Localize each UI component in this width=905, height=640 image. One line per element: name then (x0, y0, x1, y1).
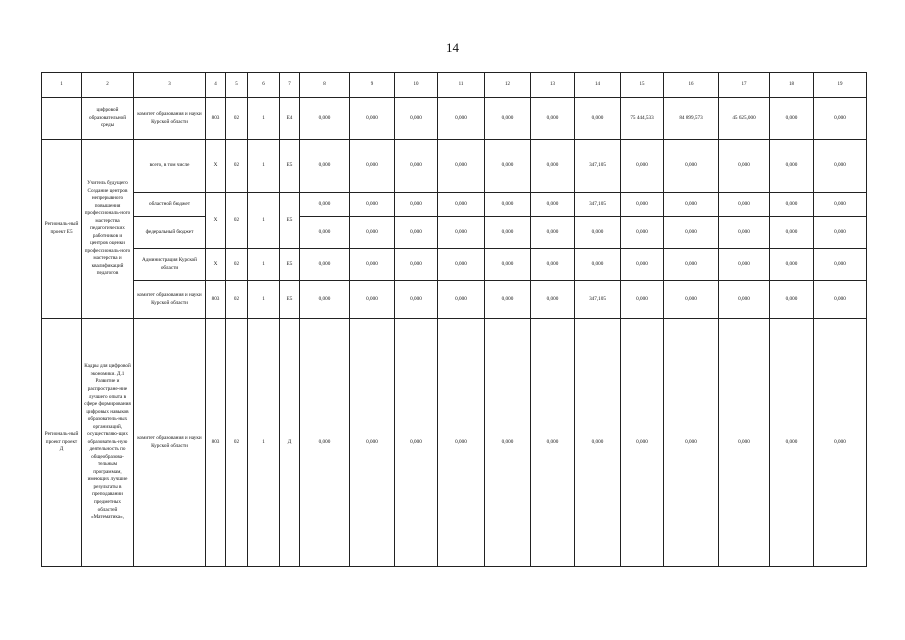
header-cell: 11 (438, 73, 485, 98)
code-cell: 02 (226, 98, 248, 140)
value-cell: 45 625,000 (719, 98, 770, 140)
value-cell: 0,000 (770, 217, 814, 249)
value-cell: 0,000 (575, 249, 621, 281)
budget-table (41, 72, 867, 567)
value-cell: 0,000 (621, 217, 664, 249)
header-cell: 1 (42, 73, 82, 98)
executor-cell: комитет образования и науки Курской области (134, 281, 206, 319)
value-cell: 347,105 (575, 193, 621, 217)
value-cell: 0,000 (621, 319, 664, 567)
value-cell: 84 899,573 (664, 98, 719, 140)
value-cell: 0,000 (719, 319, 770, 567)
table-row (42, 193, 867, 217)
value-cell: 75 444,533 (621, 98, 664, 140)
event-name-cell: Кадры для цифровой экономики. Д.1 Развитие и распростране-ние лучшего опыта в сфере формирования цифровых навыков образователь-ных организаций, осуществляю-щих образователь-ную деятельность по общеобразова-тельным программам, имеющих лучшие результаты в преподавании предметных областей «Математика», (82, 319, 134, 567)
value-cell: 0,000 (300, 193, 350, 217)
value-cell: 0,000 (438, 249, 485, 281)
code-cell: 803 (206, 319, 226, 567)
value-cell: 0,000 (300, 281, 350, 319)
code-cell: E4 (280, 98, 300, 140)
header-cell: 17 (719, 73, 770, 98)
value-cell: 0,000 (814, 217, 867, 249)
value-cell: 0,000 (770, 249, 814, 281)
value-cell: 0,000 (300, 98, 350, 140)
header-cell: 18 (770, 73, 814, 98)
value-cell: 0,000 (300, 217, 350, 249)
code-cell: 1 (248, 193, 280, 249)
value-cell: 0,000 (485, 281, 531, 319)
value-cell: 0,000 (664, 217, 719, 249)
value-cell: 0,000 (395, 98, 438, 140)
project-cell: Региональ-ный проект проект Д (42, 319, 82, 567)
table-row (42, 140, 867, 193)
code-cell: 02 (226, 193, 248, 249)
value-cell: 0,000 (575, 217, 621, 249)
code-cell: 1 (248, 249, 280, 281)
code-cell: 02 (226, 249, 248, 281)
header-row (42, 73, 867, 98)
value-cell: 0,000 (664, 249, 719, 281)
header-cell: 14 (575, 73, 621, 98)
project-cell (42, 98, 82, 140)
header-cell: 6 (248, 73, 280, 98)
code-cell: E5 (280, 249, 300, 281)
value-cell: 0,000 (664, 319, 719, 567)
value-cell: 0,000 (814, 319, 867, 567)
value-cell: 0,000 (621, 281, 664, 319)
value-cell: 0,000 (531, 193, 575, 217)
value-cell: 0,000 (300, 319, 350, 567)
value-cell: 0,000 (350, 217, 395, 249)
code-cell: 02 (226, 281, 248, 319)
value-cell: 0,000 (814, 98, 867, 140)
value-cell: 0,000 (438, 193, 485, 217)
value-cell: 0,000 (621, 249, 664, 281)
project-cell: Региональ-ный проект E5 (42, 140, 82, 319)
value-cell: 0,000 (395, 217, 438, 249)
value-cell: 0,000 (770, 140, 814, 193)
value-cell: 0,000 (664, 281, 719, 319)
value-cell: 0,000 (485, 193, 531, 217)
code-cell: E5 (280, 281, 300, 319)
value-cell: 0,000 (395, 140, 438, 193)
event-name-cell: Учитель будущего Создание центров непрерывного повышения профессиональ-ного мастерства педагогических работников и центров оценки профессиональ-ного мастерства и квалификаций педагогов (82, 140, 134, 319)
value-cell: 0,000 (350, 249, 395, 281)
value-cell: 0,000 (438, 140, 485, 193)
code-cell: E5 (280, 140, 300, 193)
value-cell: 0,000 (531, 140, 575, 193)
value-cell: 0,000 (300, 140, 350, 193)
header-cell: 13 (531, 73, 575, 98)
value-cell: 0,000 (664, 140, 719, 193)
value-cell: 0,000 (531, 319, 575, 567)
value-cell: 0,000 (770, 98, 814, 140)
table-row (42, 98, 867, 140)
value-cell: 0,000 (814, 249, 867, 281)
executor-cell: всего, в том числе (134, 140, 206, 193)
value-cell: 0,000 (485, 249, 531, 281)
value-cell: 0,000 (719, 249, 770, 281)
code-cell: E5 (280, 193, 300, 249)
value-cell: 0,000 (395, 281, 438, 319)
code-cell: X (206, 193, 226, 249)
value-cell: 0,000 (719, 281, 770, 319)
header-cell: 15 (621, 73, 664, 98)
executor-cell: комитет образования и науки Курской области (134, 98, 206, 140)
header-cell: 3 (134, 73, 206, 98)
event-name-cell: цифровой образовательной среды (82, 98, 134, 140)
value-cell: 347,105 (575, 140, 621, 193)
header-cell: 9 (350, 73, 395, 98)
code-cell: 1 (248, 98, 280, 140)
code-cell: 1 (248, 319, 280, 567)
code-cell: 803 (206, 98, 226, 140)
value-cell: 0,000 (350, 193, 395, 217)
header-cell: 5 (226, 73, 248, 98)
value-cell: 0,000 (438, 319, 485, 567)
value-cell: 0,000 (531, 281, 575, 319)
header-cell: 4 (206, 73, 226, 98)
value-cell: 0,000 (438, 217, 485, 249)
table-row (42, 217, 867, 249)
value-cell: 0,000 (438, 98, 485, 140)
executor-cell: Администрация Курской области (134, 249, 206, 281)
value-cell: 0,000 (485, 217, 531, 249)
value-cell: 0,000 (770, 193, 814, 217)
table-row (42, 281, 867, 319)
value-cell: 0,000 (814, 193, 867, 217)
value-cell: 347,105 (575, 281, 621, 319)
value-cell: 0,000 (350, 98, 395, 140)
header-cell: 16 (664, 73, 719, 98)
value-cell: 0,000 (438, 281, 485, 319)
value-cell: 0,000 (719, 217, 770, 249)
value-cell: 0,000 (395, 193, 438, 217)
value-cell: 0,000 (621, 140, 664, 193)
value-cell: 0,000 (719, 140, 770, 193)
code-cell: X (206, 140, 226, 193)
value-cell: 0,000 (575, 98, 621, 140)
value-cell: 0,000 (575, 319, 621, 567)
value-cell: 0,000 (814, 281, 867, 319)
code-cell: 02 (226, 140, 248, 193)
value-cell: 0,000 (719, 193, 770, 217)
value-cell: 0,000 (350, 281, 395, 319)
table-row (42, 319, 867, 567)
header-cell: 2 (82, 73, 134, 98)
value-cell: 0,000 (300, 249, 350, 281)
value-cell: 0,000 (664, 193, 719, 217)
value-cell: 0,000 (770, 281, 814, 319)
code-cell: 803 (206, 281, 226, 319)
value-cell: 0,000 (350, 140, 395, 193)
value-cell: 0,000 (485, 319, 531, 567)
value-cell: 0,000 (395, 319, 438, 567)
executor-cell: комитет образования и науки Курской области (134, 319, 206, 567)
value-cell: 0,000 (770, 319, 814, 567)
value-cell: 0,000 (814, 140, 867, 193)
value-cell: 0,000 (485, 140, 531, 193)
executor-cell: федеральный бюджет (134, 217, 206, 249)
code-cell: 1 (248, 140, 280, 193)
value-cell: 0,000 (531, 217, 575, 249)
value-cell: 0,000 (531, 249, 575, 281)
code-cell: 1 (248, 281, 280, 319)
value-cell: 0,000 (350, 319, 395, 567)
value-cell: 0,000 (395, 249, 438, 281)
header-cell: 7 (280, 73, 300, 98)
page-number: 14 (446, 40, 459, 55)
table-row (42, 249, 867, 281)
value-cell: 0,000 (531, 98, 575, 140)
header-cell: 19 (814, 73, 867, 98)
header-cell: 10 (395, 73, 438, 98)
code-cell: 02 (226, 319, 248, 567)
value-cell: 0,000 (485, 98, 531, 140)
code-cell: Д (280, 319, 300, 567)
value-cell: 0,000 (621, 193, 664, 217)
executor-cell: областной бюджет (134, 193, 206, 217)
header-cell: 8 (300, 73, 350, 98)
header-cell: 12 (485, 73, 531, 98)
code-cell: X (206, 249, 226, 281)
